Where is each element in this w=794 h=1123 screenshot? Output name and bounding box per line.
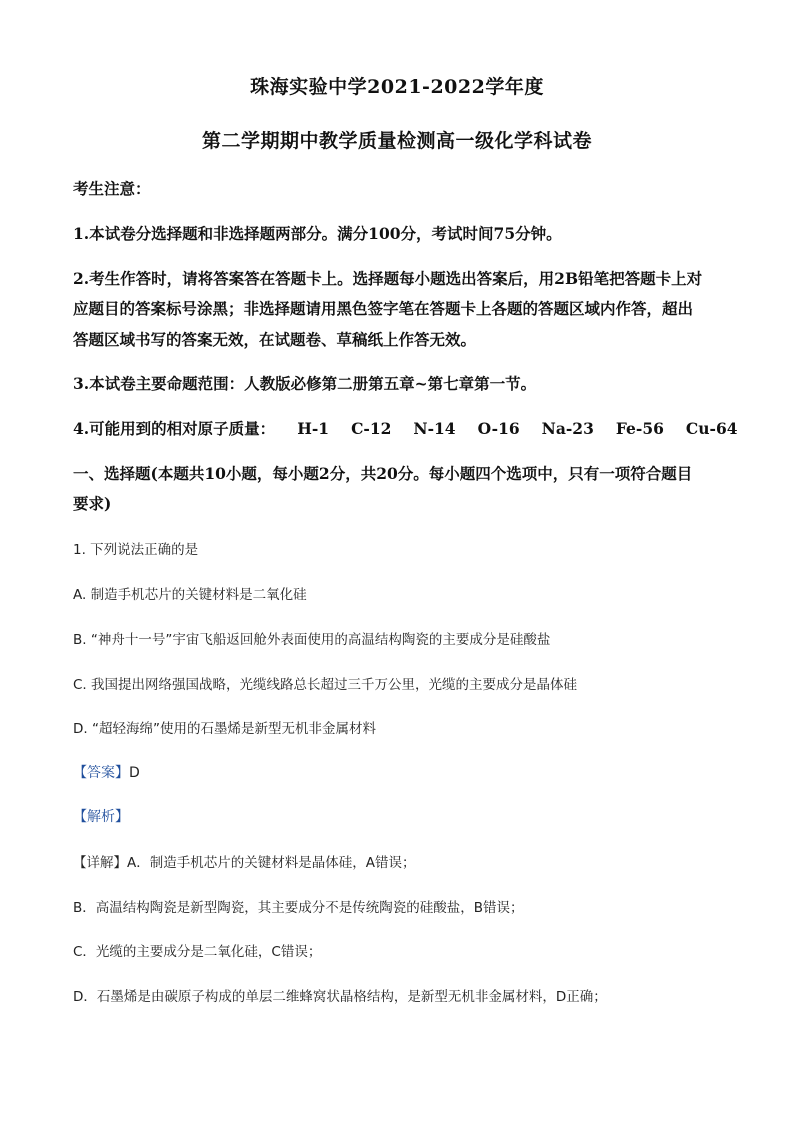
detail-a-text: A．制造手机芯片的关键材料是晶体硅，A错误； [127,855,416,871]
atomic-mass-h: H-1 [297,419,330,438]
answer-value: D [129,765,140,781]
atomic-mass-fe: Fe-56 [615,419,664,438]
atomic-mass-label: 4.可能用到的相对原子质量： [73,419,276,438]
question-1-option-c: C. 我国提出网络强国战略，光缆线路总长超过三千万公里，光缆的主要成分是晶体硅 [73,677,578,693]
atomic-mass-na: Na-23 [541,419,594,438]
analysis-tag: 【解析】 [73,809,129,825]
atomic-mass-n: N-14 [413,419,456,438]
question-1-option-b: B. “神舟十一号”宇宙飞船返回舱外表面使用的高温结构陶瓷的主要成分是硅酸盐 [73,632,551,648]
detail-b: B．高温结构陶瓷是新型陶瓷，其主要成分不是传统陶瓷的硅酸盐，B错误； [73,900,524,916]
detail-c: C．光缆的主要成分是二氧化硅，C错误； [73,944,322,960]
notice-item-2-line1: 2.考生作答时，请将答案答在答题卡上。选择题每小题选出答案后，用2B铅笔把答题卡上对 [73,269,703,288]
question-1-answer [73,762,733,782]
notice-heading: 考生注意： [73,179,151,198]
notice-item-3: 3.本试卷主要命题范围：人教版必修第二册第五章~第七章第一节。 [73,374,537,393]
notice-item-4 [73,417,738,439]
notice-item-2-line2: 应题目的答案标号涂黑；非选择题请用黑色签字笔在答题卡上各题的答题区域内作答，超出 [73,299,694,318]
question-1-stem: 1. 下列说法正确的是 [73,542,199,558]
atomic-mass-o: O-16 [477,419,520,438]
question-1-option-a: A. 制造手机芯片的关键材料是二氧化硅 [73,587,307,603]
detail-a [73,851,733,871]
exam-title-line2: 第二学期期中教学质量检测高一级化学科试卷 [201,130,592,152]
exam-title-line1: 珠海实验中学2021-2022学年度 [250,76,544,98]
section-heading-line1: 一、选择题(本题共10小题，每小题2分，共20分。每小题四个选项中，只有一项符合题目 [73,464,693,483]
section-heading-line2: 要求) [73,494,112,513]
notice-item-2-line3: 答题区域书写的答案无效，在试题卷、草稿纸上作答无效。 [73,330,477,349]
question-1-option-d: D. “超轻海绵”使用的石墨烯是新型无机非金属材料 [73,721,376,737]
atomic-mass-c: C-12 [351,419,392,438]
detail-tag: 【详解】 [73,855,127,871]
answer-tag: 【答案】 [73,765,129,781]
atomic-mass-cu: Cu-64 [685,419,738,438]
detail-d: D．石墨烯是由碳原子构成的单层二维蜂窝状晶格结构，是新型无机非金属材料，D正确； [73,989,607,1005]
notice-item-1: 1.本试卷分选择题和非选择题两部分。满分100分，考试时间75分钟。 [73,224,562,243]
